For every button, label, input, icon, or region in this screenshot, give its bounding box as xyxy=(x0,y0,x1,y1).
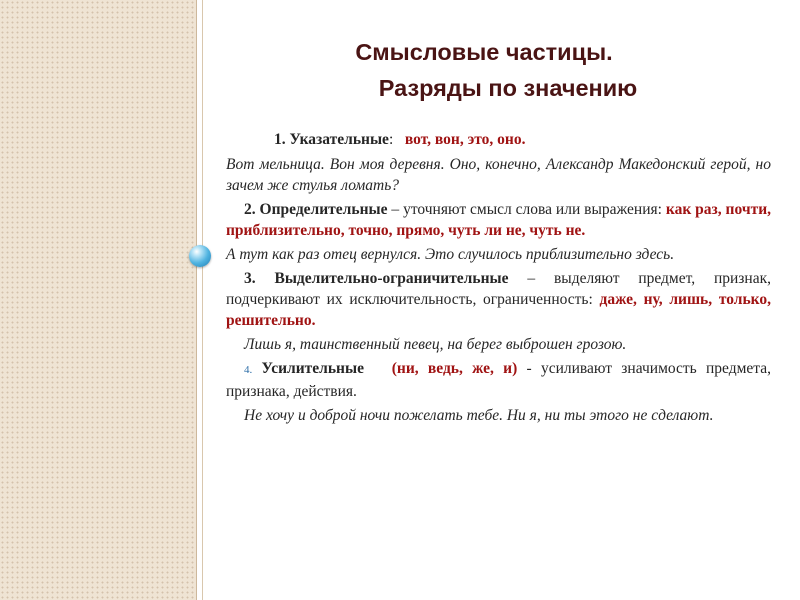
section-1-example: Вот мельница. Вон моя деревня. Оно, конечно, Александр Македонский герой, но зачем же стулья ломать? xyxy=(226,156,771,194)
section-3-paragraph xyxy=(226,268,771,331)
sphere-bullet-icon xyxy=(189,245,211,267)
section-3-particles: даже, ну, лишь, только, решительно. xyxy=(226,291,772,329)
section-4-particles: (ни, ведь, же, и) xyxy=(391,360,518,377)
section-3-description: – выделяют предмет, признак, подчеркивают их исключительность, ограниченность: xyxy=(226,270,771,308)
section-3-example: Лишь я, таинственный певец, на берег выброшен грозою. xyxy=(244,336,627,353)
title-line-1: Смысловые частицы. xyxy=(355,39,613,65)
sidebar-divider xyxy=(202,0,203,600)
section-1-number: 1. xyxy=(274,131,286,148)
section-4-example: Не хочу и доброй ночи пожелать тебе. Ни я, ни ты этого не сделают. xyxy=(244,407,714,424)
section-2-title: Определительные xyxy=(259,201,388,218)
section-1-heading xyxy=(226,129,771,150)
slide-content xyxy=(226,129,771,429)
section-1-particles: вот, вон, это, оно. xyxy=(404,131,526,148)
section-3-number: 3. xyxy=(244,270,256,287)
decorative-sidebar xyxy=(0,0,197,600)
section-2-particles: как раз, почти, приблизительно, точно, прямо, чуть ли не, чуть не. xyxy=(226,201,772,239)
slide-title xyxy=(228,34,788,106)
section-3-title: Выделительно-ограничительные xyxy=(274,270,509,287)
section-2-example: А тут как раз отец вернулся. Это случилось приблизительно здесь. xyxy=(226,246,675,263)
section-2-description: – уточняют смысл слова или выражения: xyxy=(387,201,662,218)
section-2-number: 2. xyxy=(244,201,256,218)
section-4-paragraph xyxy=(226,358,771,402)
section-1-colon: : xyxy=(388,131,394,148)
section-4-description: - усиливают значимость предмета, признака, действия. xyxy=(226,360,771,400)
section-4-title: Усилительные xyxy=(261,360,364,377)
title-line-2: Разряды по значению xyxy=(378,75,638,101)
section-2-paragraph xyxy=(226,199,771,241)
section-4-number: 4. xyxy=(244,364,253,376)
section-1-title: Указательные xyxy=(289,131,389,148)
